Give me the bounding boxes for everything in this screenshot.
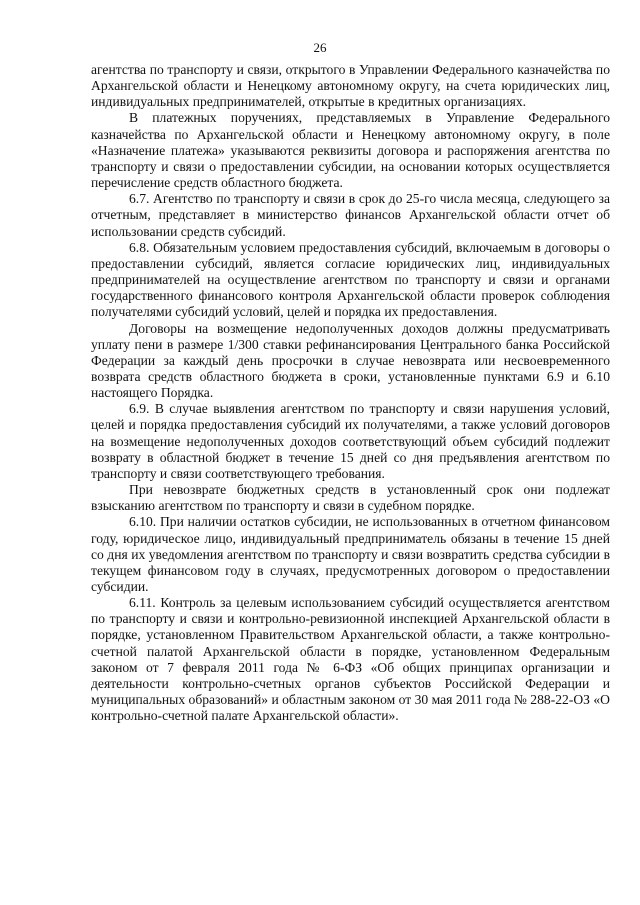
paragraph-payment-orders: В платежных поручениях, представляемых в Управление Федерального казначейства по Архангельской области и Ненецкому автономному округу, в поле «Назначение платежа» указываются реквизиты договора и распоряжения агентства по транспорту и связи о предоставлении субсидии, на основании которых осуществляется перечисление средств областного бюджета. (91, 110, 610, 191)
document-body (91, 62, 610, 724)
paragraph-6-11: 6.11. Контроль за целевым использованием субсидий осуществляется агентством по транспорту и связи и контрольно-ревизионной инспекцией Архангельской области в порядке, установленном Правительством Архангельской области, а также контрольно-счетной палатой Архангельской области в порядке, установленном Федеральным законом от 7 февраля 2011 года № 6-ФЗ «Об общих принципах организации и деятельности контрольно-счетных органов субъектов Российской Федерации и муниципальных образований» и областным законом от 30 мая 2011 года № 288-22-ОЗ «О контрольно-счетной палате Архангельской области». (91, 595, 610, 724)
paragraph-6-7: 6.7. Агентство по транспорту и связи в срок до 25-го числа месяца, следующего за отчетным, представляет в министерство финансов Архангельской области отчет об использовании средств субсидий. (91, 191, 610, 239)
page-number: 26 (313, 40, 327, 55)
paragraph-contracts-penalty: Договоры на возмещение недополученных доходов должны предусматривать уплату пени в размере 1/300 ставки рефинансирования Центрального банка Российской Федерации за каждый день просрочки в случае невозврата или несвоевременного возврата средств областного бюджета в сроки, установленные пунктами 6.9 и 6.10 настоящего Порядка. (91, 320, 610, 401)
paragraph-non-return: При невозврате бюджетных средств в установленный срок они подлежат взысканию агентством по транспорту и связи в судебном порядке. (91, 482, 610, 514)
paragraph-6-9: 6.9. В случае выявления агентством по транспорту и связи нарушения условий, целей и порядка предоставления субсидий их получателями, а также условий договоров на возмещение недополученных доходов соответствующий объем субсидий подлежит возврату в областной бюджет в течение 15 дней со дня предъявления агентством по транспорту и связи соответствующего требования. (91, 401, 610, 481)
paragraph-6-8: 6.8. Обязательным условием предоставления субсидий, включаемым в договоры о предоставлении субсидий, является согласие юридических лиц, индивидуальных предпринимателей на осуществление агентством по транспорту и связи и органами государственного финансового контроля Архангельской области проверок соблюдения получателями субсидий условий, целей и порядка их предоставления. (91, 239, 610, 320)
paragraph-continuation: агентства по транспорту и связи, открытого в Управлении Федерального казначейства по Архангельской области и Ненецкому автономному округу, на счета юридических лиц, индивидуальных предпринимателей, открытые в кредитных организациях. (91, 62, 610, 110)
paragraph-6-10: 6.10. При наличии остатков субсидии, не использованных в отчетном финансовом году, юридическое лицо, индивидуальный предприниматель обязаны в течение 15 дней со дня их уведомления агентством по транспорту и связи возвратить средства субсидии в текущем финансовом году в случаях, предусмотренных договором о предоставлении субсидии. (91, 514, 610, 594)
